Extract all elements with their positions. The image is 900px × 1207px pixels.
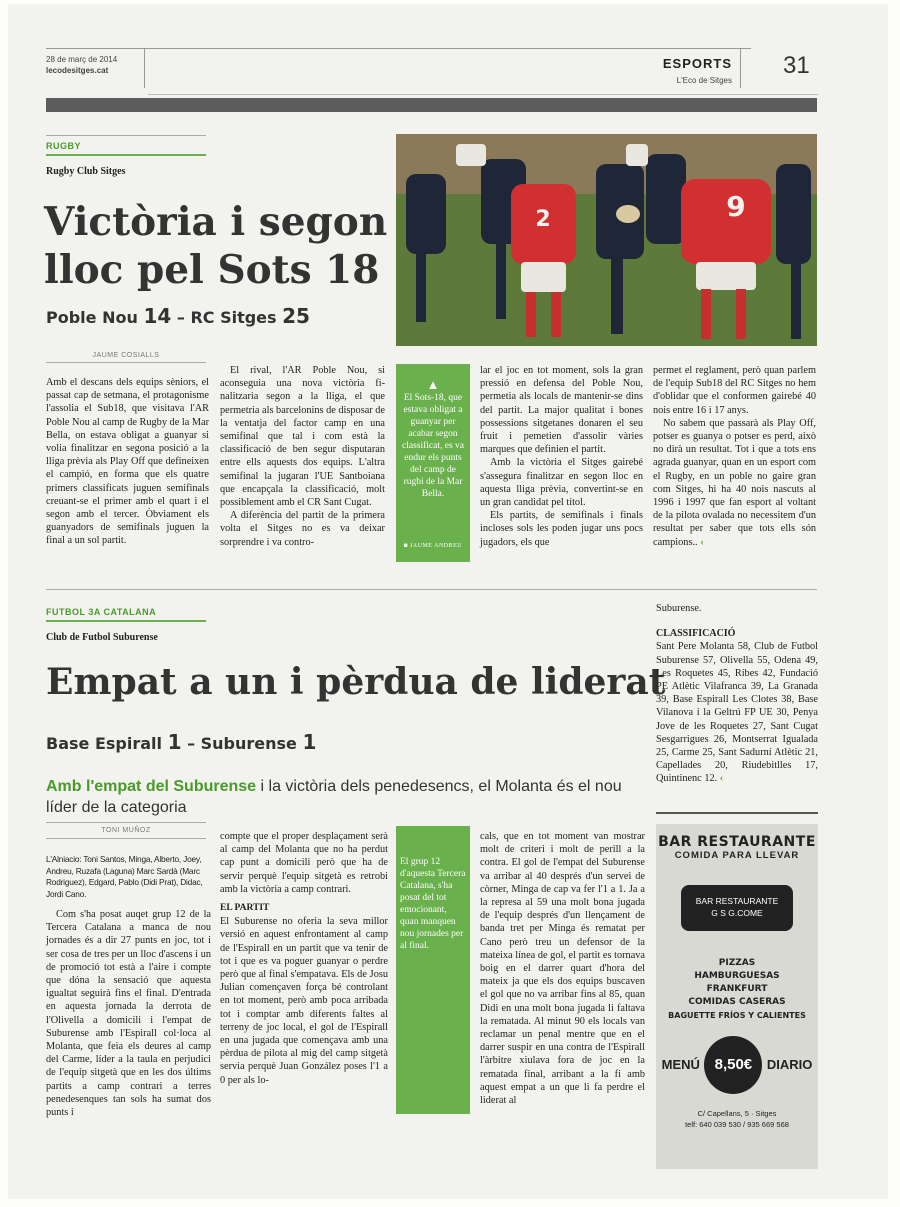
football-byline-rule-top	[46, 822, 206, 823]
ad-menu-suffix: DIARIO	[766, 1057, 813, 1073]
football-score-dash: –	[187, 734, 196, 753]
football-col1	[46, 908, 211, 1119]
football-lineup: L'Alniacio: Toni Santos, Minga, Alberto, Joey, Andreu, Ruzafa (Laguna) Marc Sardà (Marc Rodriguez), Edgard, Pablo (Didi Prat), Didac, Jordi Cano.	[46, 854, 203, 899]
rugby-col4-p2: No sabem que passarà als Play Off, potser es guanya o potser es perd, això no dirà un resultat. Tot i que a tots ens agrada guanyar, quan en un esport com el Rugby, en un poble no gaire gran com Sitges, hi ha 40 nois nascuts al 1996 i 1997 que fan esport al voltant de la pilota ovalada no necessitem d'un resultat per saber que tots ells són campions..	[653, 417, 816, 548]
football-col2-head: EL PARTIT	[220, 903, 270, 914]
rugby-col3	[480, 364, 643, 549]
football-end-mark: ‹	[719, 773, 724, 785]
camera-icon: ◙	[403, 543, 408, 549]
football-kicker-rule	[46, 620, 206, 622]
article-separator	[46, 589, 817, 590]
header-bottom-rule	[148, 94, 818, 95]
ad-top-rule	[656, 812, 818, 814]
rugby-kicker-rule	[46, 154, 206, 156]
rugby-home-score: 14	[143, 304, 172, 328]
rugby-headline	[44, 198, 394, 294]
football-col2-p2: El Suburense no oferia la seva millor versió en aquest enfrontament al camp de l'Espirall en un partit que va tenir de tot i que es va poguer guanyar o perdre però que al final s'empatava. Els de Josu Julian començaven força bé controlant en tot moment, però amb poca arribada tot i comptar amb diferents faltes al terreny de joc local, el gol de l'Espirall en una jugada que començava amb una pèrdua de pilota al mig del camp sitgetà servia perquè Juan González poses l'1 a 0 per als lo-	[220, 916, 388, 1086]
classification-text-block	[656, 640, 818, 785]
header-divider-right	[740, 48, 741, 88]
football-byline: TONI MUÑOZ	[101, 827, 151, 834]
rugby-score	[46, 304, 310, 328]
rugby-col4-p1: permet el reglament, però quan parlem de l'equip Sub18 del RC Sitges no hem d'oblidar que el conformen gairebé 40 nois entre 16 i 17 anys.	[653, 365, 816, 416]
ad-price-badge: 8,50€	[704, 1036, 762, 1094]
football-col3-text: cals, que en tot moment van mostrar molt de criteri i molt de perill a la contra. El gol de l'empat del Suburense va arribar al 40 després d'un servei de còrner, Minga de cap va fer l'1 a 1. Ja a la represa al 59 una molt bona jugada de l'equip després d'un llençament de banda tret per Minga és rematat per Cano però treu un defensor de la mateixa línea de gol, el partit es tornava boig en el darrer quart d'hora del mateix ja que els dos equips buscaven el gol que no va arribar fins al 85, quan Didi en una molt bona jugada li faltava la rematada. Al minut 90 els locals van reclamar un penal mentre que en el darrer suspir en una contra de l'Espirall l'àrbitre xiulava fora de joc en la rematada final, arribant a la fi amb aquest empat a un que li fa perdre el liderat al	[480, 831, 645, 1107]
ad-phone: telf: 640 039 530 / 935 669 568	[685, 1120, 789, 1129]
ad-box-line1: BAR RESTAURANTE	[695, 896, 779, 906]
football-home-team: Base Espirall	[46, 734, 162, 753]
football-pullquote-text: El grup 12 d'aquesta Tercera Catalana, s'ha posat del tot emocionant, quan manquen nou jornades per al final.	[400, 857, 466, 951]
football-headline: Empat a un i pèrdua de liderat	[46, 661, 666, 703]
rugby-col2-p1: El rival, l'AR Poble Nou, si aconseguia una nova victòria finalitzaria segon a la lliga, el que permetria als barcelonins de disposar de la ventatja del factor camp en una semifinal que tal i com està la classificació de ben segur disputaran entre ells aquests dos equips. L'altra semifinal la jugaran l'UE Santboiana que encapçala la classificació, molt possiblement amb el CR Sant Cugat.	[220, 365, 385, 509]
ad-subtitle: COMIDA PARA LLEVAR	[674, 850, 800, 861]
football-away-team: Suburense	[200, 734, 297, 753]
rugby-col1	[46, 376, 209, 548]
rugby-col4-p2-block	[653, 417, 816, 549]
rugby-photo-illustration	[396, 134, 817, 346]
arrow-up-icon: ▲	[426, 377, 440, 392]
newspaper-page	[8, 4, 888, 1199]
header-site: lecodesitges.cat	[46, 66, 109, 75]
rugby-headline-line1: Victòria i segon	[44, 199, 388, 245]
ad-item: PIZZAS	[718, 958, 756, 968]
football-col2	[220, 830, 388, 1087]
header-date: 28 de març de 2014	[46, 55, 118, 64]
football-kicker: FUTBOL 3A CATALANA	[46, 607, 157, 617]
page-number: 31	[783, 52, 810, 79]
rugby-pullquote-text: El Sots-18, que estava obligat a guanyar per acabar segon classificat, es va endur els punts del camp de rugbi de la Mar Bella.	[402, 393, 464, 499]
rugby-col2	[220, 364, 385, 549]
classification-heading: CLASSIFICACIÓ	[656, 628, 736, 640]
rugby-col4	[653, 364, 816, 549]
ad-item: FRANKFURT	[706, 984, 768, 994]
ad-items	[656, 957, 818, 1022]
ad-item: COMIDAS CASERAS	[688, 997, 786, 1007]
classification-text: Sant Pere Molanta 58, Club de Futbol Suburense 57, Olivella 55, Odena 49, Les Roquetes 45, Ribes 42, Fundació PE Atlètic Vilafranca 39, La Granada 39, Base Espirall Les Clotes 38, Base Vilanova i la Geltrú FP UE 30, Penya Jove de les Roquetes 27, Sant Cugat Sesgarrigues 26, Montserrat Igualada 25, Carme 25, Sant Sadurní Atlètic 21, Capellades 20, Riudebitlles 17, Quintinenc 12.	[656, 641, 818, 785]
ad-menu-row	[656, 1036, 818, 1094]
football-subkicker: Club de Futbol Suburense	[46, 632, 158, 643]
header-date-block	[46, 54, 117, 76]
rugby-home-team: Poble Nou	[46, 308, 138, 327]
rugby-subkicker: Rugby Club Sitges	[46, 166, 126, 177]
header-paper: L'Eco de Sitges	[676, 76, 732, 85]
football-pullquote	[396, 826, 470, 1114]
header-top-rule	[46, 48, 751, 49]
rugby-photo	[396, 134, 817, 346]
rugby-col2-p2: A diferència del partit de la primera volta el Sitges no es va deixar sorprendre i va contro-	[220, 510, 385, 548]
ad-logo-box	[681, 885, 793, 931]
ad-item: BAGUETTE FRÍOS Y CALIENTES	[668, 1011, 806, 1020]
rugby-pullquote	[396, 364, 470, 562]
header-divider-left	[144, 48, 145, 88]
jersey-number-b: 9	[726, 190, 746, 223]
football-away-score: 1	[302, 730, 317, 754]
ad-address: C/ Capellans, 5 · Sitges	[697, 1109, 777, 1118]
football-col4	[656, 602, 818, 786]
football-col1-text: Com s'ha posat auqet grup 12 de la Tercera Catalana a manca de nou jornades és a dir 27 punts en joc, tot i ser cosa de tres per un lloc d'ascens i un de promoció tot està a l'aire i compte que dóna la sensació que aquesta igualtat seguirà fins el final. D'entrada en aquesta jornada la derrota de l'Olivella a domicili i l'empat de Suburense amb l'Espirall col·loca al Molanta, que feia els deures al camp del Carme, líder a la taula en perjudici de l'equip sitgetà que en les dos últims partits a camp contrari a terres penedesenques tan sols ha sumat dos punts i	[46, 909, 211, 1119]
header-section: ESPORTS	[662, 56, 732, 71]
rugby-photo-credit-row	[400, 540, 466, 552]
rugby-end-mark: ‹	[700, 536, 704, 548]
rugby-score-dash: –	[176, 308, 185, 327]
rugby-headline-line2: lloc pel Sots 18	[44, 247, 380, 293]
football-home-score: 1	[167, 730, 182, 754]
rugby-byline: JAUME COSIALLS	[92, 352, 160, 359]
football-teaser	[46, 776, 646, 818]
football-byline-rule	[46, 838, 206, 839]
ad-item: HAMBURGUESAS	[694, 971, 780, 981]
football-col2-p1: compte que el proper desplaçament serà al camp del Molanta que no ha perdut cap punt a domicili però que ha de servir perquè l'equip sitgetà es retrobi amb la victòria a camp contrari.	[220, 831, 388, 895]
rugby-away-team: RC Sitges	[190, 308, 277, 327]
football-score	[46, 730, 316, 754]
rugby-kicker: RUGBY	[46, 141, 82, 151]
rugby-photo-credit: JAUME ANDREU	[409, 543, 463, 549]
football-col4-start: Suburense.	[656, 603, 702, 614]
football-col3	[480, 830, 645, 1107]
ad-menu-label: MENÚ	[661, 1057, 700, 1073]
section-bar	[46, 98, 817, 112]
rugby-col3-p3: Els partits, de semifinals i finals incloses sols les poden jugar uns pocs jugadors, els que	[480, 510, 643, 548]
ad-box-line2: G S G.COME	[711, 908, 763, 918]
football-teaser-bold: Amb l'empat del Suburense	[46, 778, 257, 795]
football-teaser-rest: i la victòria dels penedesencs, el Molanta és el nou líder de la categoria	[46, 778, 622, 816]
ad-title: BAR RESTAURANTE	[658, 834, 816, 850]
jersey-number-a: 2	[535, 207, 551, 232]
rugby-col1-text: Amb el descans dels equips sèniors, el passat cap de setmana, el protagonisme l'assolia el Sub18, que visitava l'AR Poble Nou al camp de Rugby de la Mar Bella, on estava obligat a guanyar si volia finalitzar en segona posició a la lliga prèvia als Play Off que defineixen el campió, en forma que els quatre primers classificats juguen semifinals creuant-se el primer amb el quart i el segon amb el tercer. Òbviament els guanyadors de semifinals juguen la final a un sol partit.	[46, 377, 209, 547]
ad-bar-restaurante	[656, 824, 818, 1169]
rugby-kicker-rule-top	[46, 135, 206, 136]
rugby-byline-rule	[46, 362, 206, 363]
rugby-col3-p1: lar el joc en tot moment, sols la gran pressió en defensa del Poble Nou, permetia als locals de mantenir-se dins del partit. La major qualitat i bones possessions sitgetanes donaren el seu fruit i pemetien d'assolir vàries marques que definien el partit.	[480, 365, 643, 456]
rugby-col3-p2: Amb la victòria el Sitges gairebé s'assegura finalitzar en segon lloc en aquesta lliga prèvia, convertint-se en un gran candidat pel títol.	[480, 457, 643, 509]
rugby-away-score: 25	[282, 304, 310, 328]
